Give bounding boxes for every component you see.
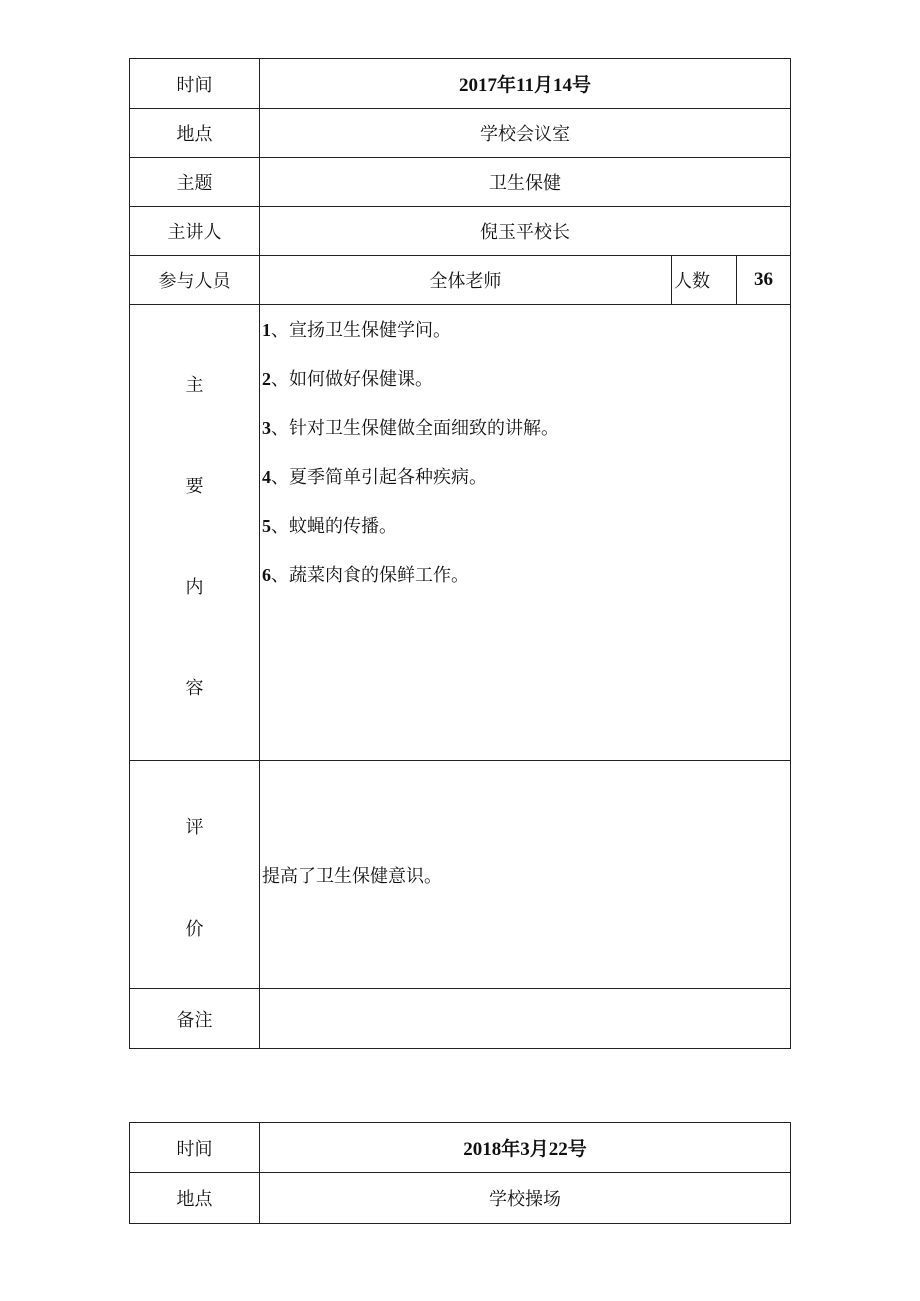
time-value: 2018年3月22号 — [260, 1123, 791, 1173]
evaluation-label-char: 评 — [185, 817, 204, 838]
time-value: 2017年11月14号 — [260, 59, 791, 109]
remarks-value — [260, 989, 791, 1049]
topic-value: 卫生保健 — [260, 158, 791, 207]
count-label: 人数 — [672, 256, 737, 305]
content-list — [260, 305, 791, 761]
meeting-record-table-1 — [129, 58, 791, 1049]
count-value: 36 — [737, 256, 791, 305]
content-label — [130, 305, 260, 761]
content-label-char: 要 — [185, 476, 204, 497]
evaluation-label — [130, 761, 260, 989]
topic-label: 主题 — [130, 158, 260, 207]
participants-label: 参与人员 — [130, 256, 260, 305]
place-value: 学校会议室 — [260, 109, 791, 158]
speaker-value: 倪玉平校长 — [260, 207, 791, 256]
list-item: 6、蔬菜肉食的保鲜工作。 — [262, 565, 469, 586]
participants-value: 全体老师 — [260, 256, 672, 305]
evaluation-value: 提高了卫生保健意识。 — [260, 761, 791, 989]
evaluation-label-char: 价 — [185, 919, 204, 940]
list-item: 1、宣扬卫生保健学问。 — [262, 320, 451, 341]
meeting-record-table-2 — [129, 1122, 791, 1224]
content-label-char: 内 — [185, 577, 204, 598]
time-label: 时间 — [130, 59, 260, 109]
place-label: 地点 — [130, 109, 260, 158]
remarks-label: 备注 — [130, 989, 260, 1049]
time-label: 时间 — [130, 1123, 260, 1173]
content-label-char: 容 — [185, 678, 204, 699]
list-item: 5、蚊蝇的传播。 — [262, 516, 397, 537]
speaker-label: 主讲人 — [130, 207, 260, 256]
list-item: 4、夏季简单引起各种疾病。 — [262, 467, 487, 488]
place-value: 学校操场 — [260, 1173, 791, 1224]
list-item: 3、针对卫生保健做全面细致的讲解。 — [262, 418, 559, 439]
place-label: 地点 — [130, 1173, 260, 1224]
content-label-char: 主 — [185, 375, 204, 396]
list-item: 2、如何做好保健课。 — [262, 369, 433, 390]
